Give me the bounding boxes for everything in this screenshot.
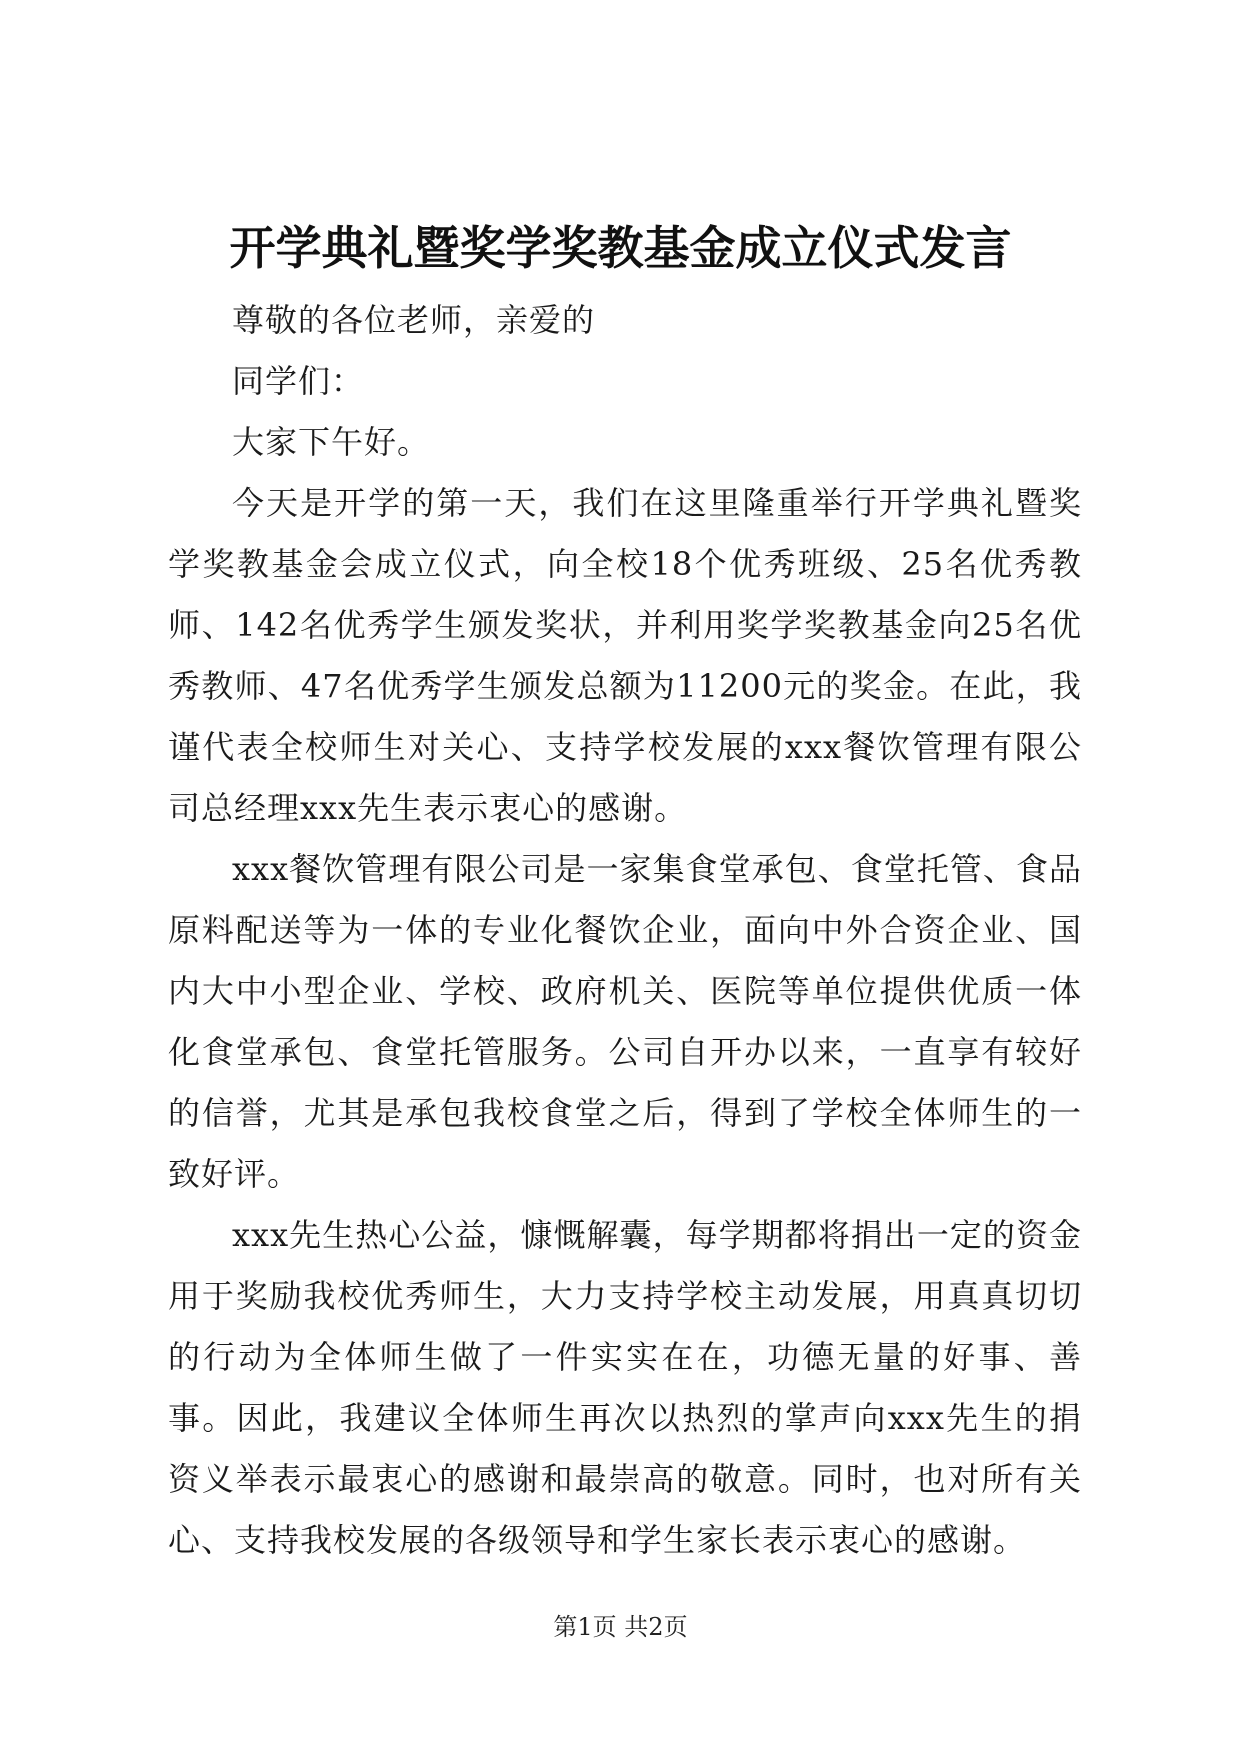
paragraph-body-1: 今天是开学的第一天，我们在这里隆重举行开学典礼暨奖学奖教基金会成立仪式，向全校18个优秀班级、25名优秀教师、142名优秀学生颁发奖状，并利用奖学奖教基金向25名优秀教师、47名优秀学生颁发总额为11200元的奖金。在此，我谨代表全校师生对关心、支持学校发展的xxx餐饮管理有限公司总经理xxx先生表示衷心的感谢。 — [168, 484, 1082, 827]
paragraph-salutation-1: 尊敬的各位老师，亲爱的 — [232, 301, 596, 339]
paragraph-body-2: xxx餐饮管理有限公司是一家集食堂承包、食堂托管、食品原料配送等为一体的专业化餐饮企业，面向中外合资企业、国内大中小型企业、学校、政府机关、医院等单位提供优质一体化食堂承包、食堂托管服务。公司自开办以来，一直享有较好的信誉，尤其是承包我校食堂之后，得到了学校全体师生的一致好评。 — [168, 850, 1082, 1193]
document-body — [168, 290, 1082, 1571]
paragraph-salutation-2: 同学们： — [232, 362, 365, 400]
paragraph-greeting: 大家下午好。 — [232, 423, 431, 461]
paragraph-body-3: xxx先生热心公益，慷慨解囊，每学期都将捐出一定的资金用于奖励我校优秀师生，大力支持学校主动发展，用真真切切的行动为全体师生做了一件实实在在，功德无量的好事、善事。因此，我建议全体师生再次以热烈的掌声向xxx先生的捐资义举表示最衷心的感谢和最崇高的敬意。同时，也对所有关心、支持我校发展的各级领导和学生家长表示衷心的感谢。 — [168, 1216, 1082, 1559]
document-title: 开学典礼暨奖学奖教基金成立仪式发言 — [229, 221, 1012, 275]
page-number-footer: 第1页 共2页 — [553, 1613, 688, 1641]
